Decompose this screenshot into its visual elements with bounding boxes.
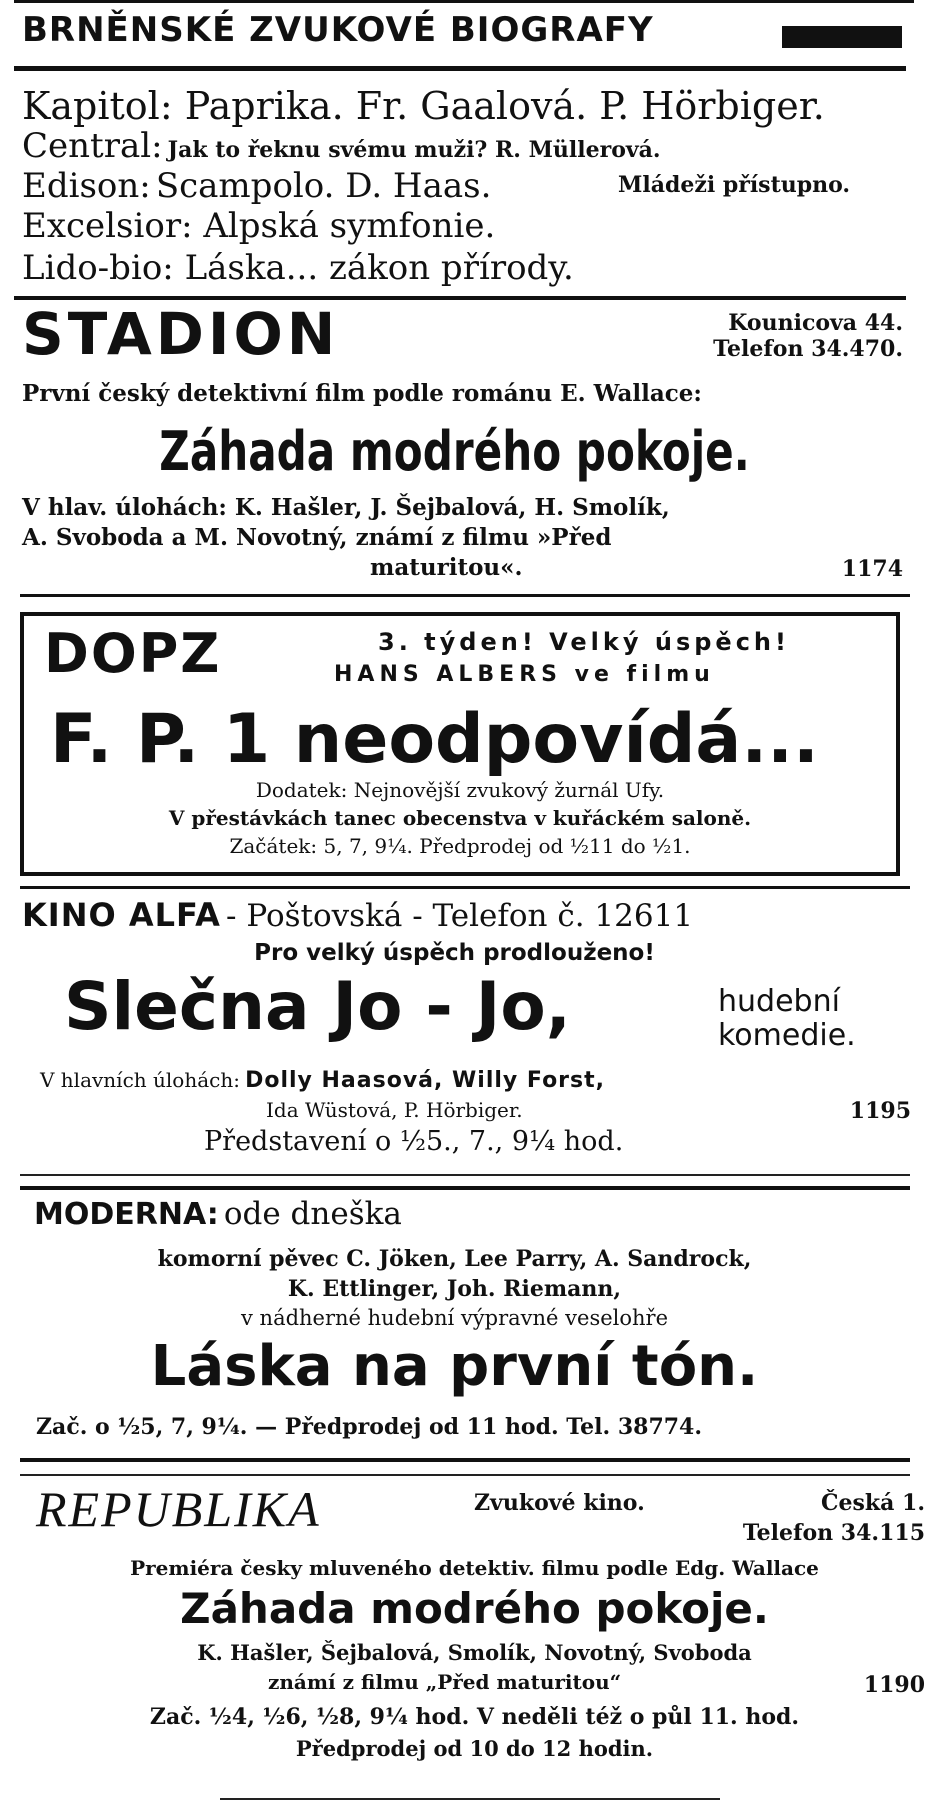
alfa-prolonged: Pro velký úspěch prodlouženo! — [254, 940, 655, 966]
alfa-rule-thin — [20, 1174, 910, 1176]
listing-excelsior — [22, 206, 495, 246]
alfa-code: 1195 — [849, 1098, 911, 1124]
moderna-times: Zač. o ½5, 7, 9¼. — Předprodej od 11 hod. Tel. 38774. — [36, 1414, 703, 1440]
dopz-star: HANS ALBERS ve filmu — [334, 662, 715, 687]
listing-cinema: Edison: — [22, 166, 151, 206]
dopz-rule — [20, 886, 910, 889]
stadion-cast-2: A. Svoboda a M. Novotný, známí z filmu »Před — [22, 524, 612, 551]
moderna-title: Láska na první tón. — [150, 1334, 759, 1399]
moderna-line-1: komorní pěvec C. Jöken, Lee Parry, A. Sandrock, — [157, 1246, 752, 1272]
header-black-bar — [782, 26, 902, 48]
moderna-rule — [20, 1458, 910, 1462]
moderna-header — [34, 1196, 402, 1232]
moderna-since: ode dneška — [223, 1196, 402, 1232]
alfa-address: - Poštovská - Telefon č. 12611 — [226, 898, 694, 934]
listing-film: Scampolo. D. Haas. — [155, 166, 492, 206]
alfa-cast-prefix: V hlavních úlohách: — [40, 1068, 240, 1092]
dopz-extra-2: V přestávkách tanec obecenstva v kuřáckém saloně. — [168, 806, 752, 830]
listing-cinema: Central: — [22, 126, 163, 166]
listing-note: Mládeži přístupno. — [618, 172, 851, 198]
alfa-name: KINO ALFA — [22, 896, 221, 934]
dopz-title: F. P. 1 neodpovídá... — [50, 700, 819, 779]
stadion-address: Kounicova 44. — [728, 310, 903, 336]
listing-kapitol — [22, 84, 825, 128]
alfa-title: Slečna Jo - Jo, — [64, 968, 571, 1045]
republika-presale: Předprodej od 10 do 12 hodin. — [295, 1736, 654, 1761]
republika-title: Záhada modrého pokoje. — [180, 1584, 769, 1633]
alfa-cast-2: Ida Wüstová, P. Hörbiger. — [266, 1098, 523, 1122]
republika-cast-2: známí z filmu „Před maturitou“ — [268, 1670, 622, 1694]
listing-cinema: Lido-bio: — [22, 248, 174, 288]
alfa-cast-main: Dolly Haasová, Willy Forst, — [245, 1068, 605, 1093]
moderna-rule-thin — [20, 1474, 910, 1476]
republika-times: Zač. ½4, ½6, ½8, 9¼ hod. V neděli též o půl 11. hod. — [149, 1704, 800, 1730]
listing-lido — [22, 248, 574, 288]
listing-film: Láska... zákon přírody. — [184, 248, 574, 288]
listing-cinema: Kapitol: — [22, 84, 173, 128]
alfa-genre-2: komedie. — [718, 1018, 856, 1053]
header-title: BRNĚNSKÉ ZVUKOVÉ BIOGRAFY — [22, 10, 654, 50]
listing-film: Paprika. Fr. Gaalová. P. Hörbiger. — [184, 84, 825, 128]
listing-film: Jak to řeknu svému muži? R. Müllerová. — [167, 137, 661, 163]
dopz-extra-1: Dodatek: Nejnovější zvukový žurnál Ufy. — [255, 778, 665, 802]
moderna-name: MODERNA: — [34, 1197, 219, 1232]
listing-central — [22, 126, 661, 166]
listing-cinema: Excelsior: — [22, 206, 193, 246]
republika-intro: Premiéra česky mluveného detektiv. filmu podle Edg. Wallace — [130, 1556, 819, 1580]
republika-address: Česká 1. — [820, 1490, 925, 1516]
stadion-title: Záhada modrého pokoje. — [159, 420, 750, 483]
stadion-phone: Telefon 34.470. — [713, 336, 903, 362]
listing-edison — [22, 166, 491, 206]
alfa-cast — [40, 1068, 605, 1093]
republika-name: REPUBLIKA — [36, 1481, 321, 1537]
republika-code: 1190 — [863, 1672, 925, 1698]
alfa-shows: Představení o ½5., 7., 9¼ hod. — [204, 1126, 624, 1157]
alfa-header — [22, 896, 693, 934]
moderna-line-3: v nádherné hudební výpravné veselohře — [241, 1306, 668, 1330]
dopz-week: 3. týden! Velký úspěch! — [378, 628, 790, 656]
stadion-rule — [20, 594, 910, 597]
stadion-intro: První český detektivní film podle románu E. Wallace: — [22, 380, 702, 407]
dopz-extra-3: Začátek: 5, 7, 9¼. Předprodej od ½11 do ½1. — [229, 834, 691, 858]
stadion-code: 1174 — [841, 556, 903, 582]
alfa-rule — [20, 1186, 910, 1190]
listing-film: Alpská symfonie. — [203, 206, 496, 246]
stadion-name: STADION — [22, 300, 340, 368]
bottom-rule — [220, 1798, 720, 1800]
republika-phone: Telefon 34.115 — [742, 1520, 925, 1546]
stadion-cast-3: maturitou«. — [370, 554, 523, 581]
stadion-cast-1: V hlav. úlohách: K. Hašler, J. Šejbalová, H. Smolík, — [22, 494, 670, 521]
dopz-name: DOPZ — [44, 622, 222, 685]
header-rule — [14, 66, 906, 71]
republika-cast-1: K. Hašler, Šejbalová, Smolík, Novotný, Svoboda — [197, 1640, 752, 1665]
moderna-line-2: K. Ettlinger, Joh. Riemann, — [287, 1276, 622, 1302]
top-rule — [14, 0, 914, 3]
republika-type: Zvukové kino. — [474, 1490, 645, 1516]
alfa-genre-1: hudební — [718, 984, 840, 1019]
